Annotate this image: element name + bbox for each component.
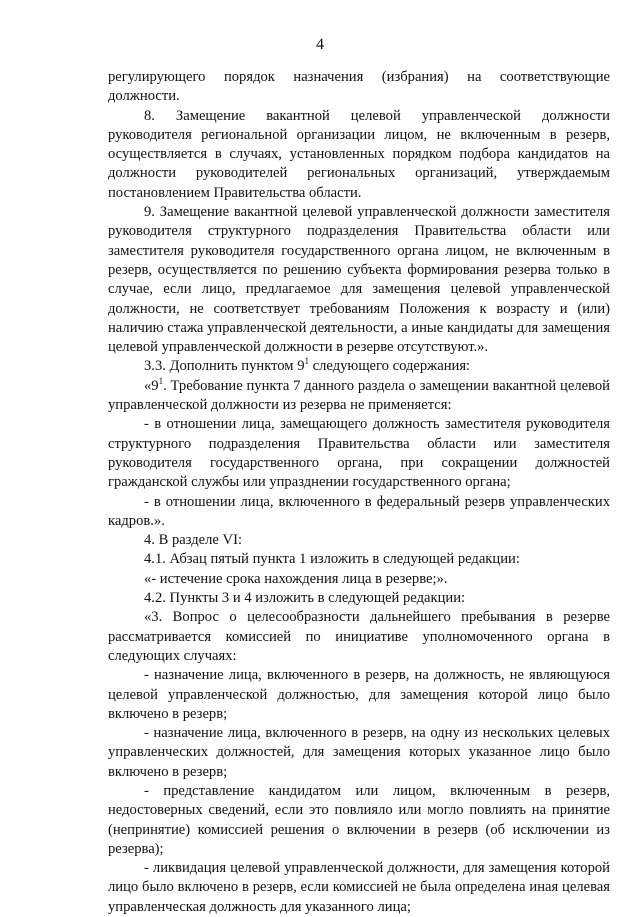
paragraph: 8. Замещение вакантной целевой управленческой должности руководителя региональной организации лицом, не включенным в резерв, осуществляется в случаях, установленных порядком подбора кандидатов на должности руководителей региональных организаций, утверждаемым постановлением Правительства области. [108, 107, 610, 201]
paragraph: регулирующего порядок назначения (избрания) на соответствующие должности. [108, 69, 610, 105]
paragraph: - в отношении лица, замещающего должность заместителя руководителя структурного подразделения Правительства области или заместителя руководителя государственного органа, при сокращении должностей гражданской службы или упразднении государственного органа; [108, 416, 610, 491]
paragraph: - представление кандидатом или лицом, включенным в резерв, недостоверных сведений, если это повлияло или могло повлиять на принятие (непринятие) комиссией решения о включении в резерв (об исключении из резерва); [108, 782, 610, 857]
paragraph: - назначение лица, включенного в резерв, на одну из нескольких целевых управленческих должностей, для замещения которых указанное лицо было включено в резерв; [108, 725, 610, 780]
paragraph: 9. Замещение вакантной целевой управленческой должности заместителя руководителя структурного подразделения Правительства области или заместителя руководителя государственного органа лицом, не включенным в резерв, осуществляется по решению субъекта формирования резерва только в случае, если лицо, предлагаемое для замещения целевой управленческой должности, не соответствует требованиям Положения к возрасту и (или) наличию стажа управленческой деятельности, а иные кандидаты для замещения целевой управленческой должности в резерве отсутствуют.». [108, 204, 610, 356]
paragraph: 4. В разделе VI: [144, 532, 243, 549]
superscript: 1 [158, 375, 164, 386]
paragraph: - ликвидация целевой управленческой должности, для замещения которой лицо было включено в резерв, если комиссией не была определена иная целевая управленческая должность для указанного лица; [108, 860, 610, 915]
paragraph-text: следующего содержания: [309, 358, 471, 375]
paragraph: 4.2. Пункты 3 и 4 изложить в следующей редакции: [144, 590, 466, 607]
paragraph: 4.1. Абзац пятый пункта 1 изложить в следующей редакции: [144, 551, 520, 568]
page-number: 4 [316, 36, 324, 53]
paragraph: - назначение лица, включенного в резерв, на должность, не являющуюся целевой управленческой должностью, для замещения которой лицо было включено в резерв; [108, 667, 610, 722]
paragraph: «- истечение срока нахождения лица в резерве;». [144, 570, 448, 587]
paragraph [108, 357, 610, 376]
document-body [108, 68, 610, 917]
paragraph: - в отношении лица, включенного в федеральный резерв управленческих кадров.». [108, 493, 610, 529]
paragraph: «3. Вопрос о целесообразности дальнейшего пребывания в резерве рассматривается комиссией по инициативе уполномоченного органа в следующих случаях: [108, 609, 610, 664]
superscript: 1 [304, 356, 309, 367]
paragraph-text: . Требование пункта 7 данного раздела о замещении вакантной целевой управленческой должности из резерва не применяется: [108, 377, 610, 414]
paragraph-text: 3.3. Дополнить пунктом 9 [144, 358, 305, 375]
paragraph [108, 377, 610, 416]
paragraph-text: «9 [144, 377, 159, 394]
